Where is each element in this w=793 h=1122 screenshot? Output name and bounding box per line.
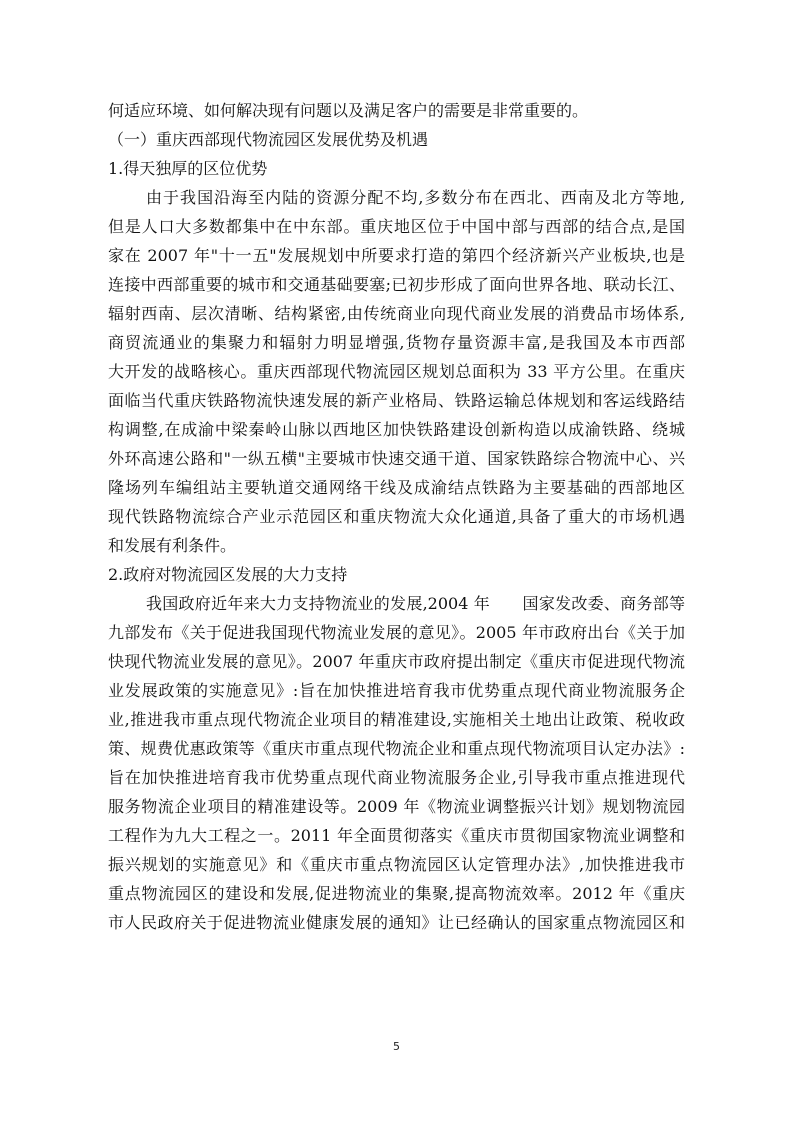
subsection-heading: 1.得天独厚的区位优势 xyxy=(108,159,268,178)
paragraph-line: 业发展政策的实施意见》:旨在加快推进培育我市优势重点现代商业物流服务企 xyxy=(108,681,685,700)
paragraph-line: 现代铁路物流综合产业示范园区和重庆物流大众化通道,具备了重大的市场机遇 xyxy=(108,507,685,526)
paragraph-line: 策、规费优惠政策等《重庆市重点现代物流企业和重点现代物流项目认定办法》: xyxy=(108,739,685,758)
paragraph-line: 和发展有利条件。 xyxy=(108,536,237,555)
subsection-heading: 2.政府对物流园区发展的大力支持 xyxy=(108,565,348,584)
paragraph-line: 构调整,在成渝中梁秦岭山脉以西地区加快铁路建设创新构造以成渝铁路、绕城 xyxy=(108,420,685,439)
paragraph-line: 市人民政府关于促进物流业健康发展的通知》让已经确认的国家重点物流园区和 xyxy=(108,913,685,932)
paragraph-line: 大开发的战略核心。重庆西部现代物流园区规划总面积为 33 平方公里。在重庆 xyxy=(108,362,685,381)
page-number: 5 xyxy=(393,1040,400,1053)
document-body xyxy=(108,96,685,937)
paragraph-line: 隆场列车编组站主要轨道交通网络干线及成渝结点铁路为主要基础的西部地区 xyxy=(108,478,685,497)
paragraph-line: 由于我国沿海至内陆的资源分配不均,多数分布在西北、西南及北方等地, xyxy=(146,188,685,207)
paragraph-line: 快现代物流业发展的意见》。2007 年重庆市政府提出制定《重庆市促进现代物流 xyxy=(108,652,685,671)
paragraph-line: 外环高速公路和"一纵五横"主要城市快速交通干道、国家铁路综合物流中心、兴 xyxy=(108,449,685,468)
paragraph-line: 旨在加快推进培育我市优势重点现代商业物流服务企业,引导我市重点推进现代 xyxy=(108,768,685,787)
paragraph-line: 商贸流通业的集聚力和辐射力明显增强,货物存量资源丰富,是我国及本市西部 xyxy=(108,333,685,352)
paragraph-line: 但是人口大多数都集中在中东部。重庆地区位于中国中部与西部的结合点,是国 xyxy=(108,217,685,236)
paragraph-line: 面临当代重庆铁路物流快速发展的新产业格局、铁路运输总体规划和客运线路结 xyxy=(108,391,685,410)
paragraph-line: 辐射西南、层次清晰、结构紧密,由传统商业向现代商业发展的消费品市场体系, xyxy=(108,304,685,323)
paragraph-line: 我国政府近年来大力支持物流业的发展,2004 年 国家发改委、商务部等 xyxy=(146,594,685,613)
paragraph-line: 工程作为九大工程之一。2011 年全面贯彻落实《重庆市贯彻国家物流业调整和 xyxy=(108,826,685,845)
intro-line: 何适应环境、如何解决现有问题以及满足客户的需要是非常重要的。 xyxy=(108,101,589,120)
paragraph-line: 振兴规划的实施意见》和《重庆市重点物流园区认定管理办法》,加快推进我市 xyxy=(108,855,685,874)
paragraph-line: 连接中西部重要的城市和交通基础要塞;已初步形成了面向世界各地、联动长江、 xyxy=(108,275,685,294)
section-heading: （一）重庆西部现代物流园区发展优势及机遇 xyxy=(108,130,429,149)
paragraph-line: 重点物流园区的建设和发展,促进物流业的集聚,提高物流效率。2012 年《重庆 xyxy=(108,884,685,903)
paragraph-line: 服务物流企业项目的精准建设等。2009 年《物流业调整振兴计划》规划物流园 xyxy=(108,797,685,816)
paragraph-line: 家在 2007 年"十一五"发展规划中所要求打造的第四个经济新兴产业板块,也是 xyxy=(108,246,685,265)
paragraph-line: 九部发布《关于促进我国现代物流业发展的意见》。2005 年市政府出台《关于加 xyxy=(108,623,685,642)
paragraph-line: 业,推进我市重点现代物流企业项目的精准建设,实施相关土地出让政策、税收政 xyxy=(108,710,685,729)
